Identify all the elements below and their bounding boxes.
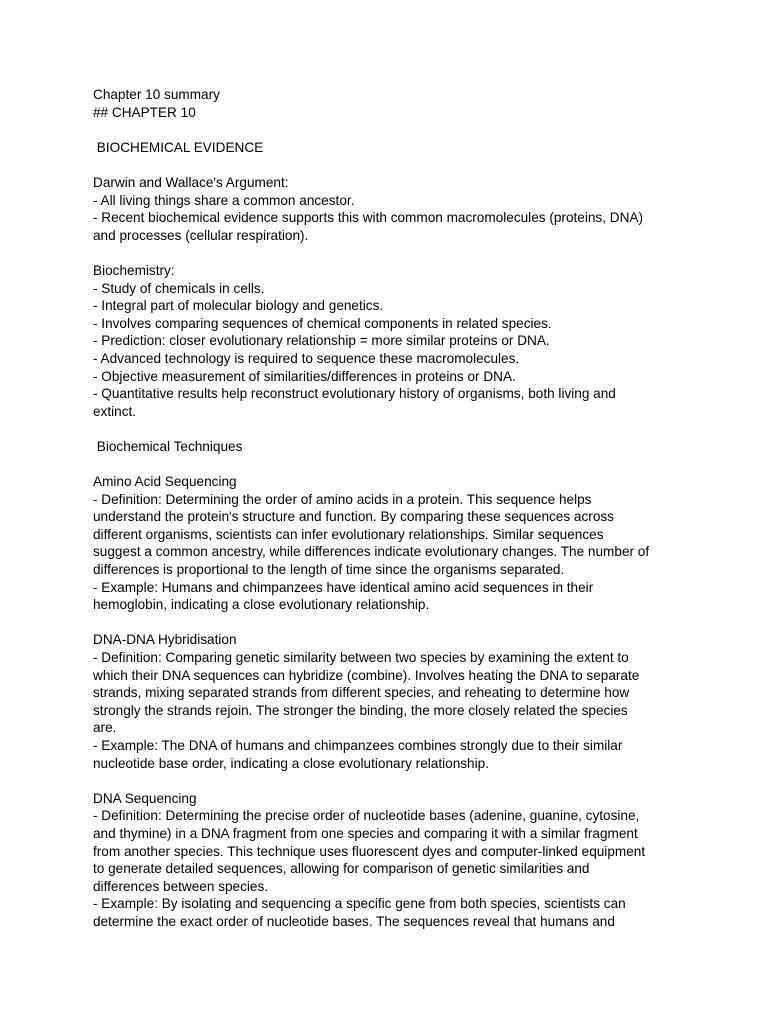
text-line: and processes (cellular respiration). xyxy=(93,227,309,243)
text-line: from another species. This technique uses fluorescent dyes and computer-linked equipment xyxy=(93,843,646,859)
text-line: - Recent biochemical evidence supports this with common macromolecules (proteins, DNA) xyxy=(93,210,644,226)
text-line: to generate detailed sequences, allowing for comparison of genetic similarities and xyxy=(93,861,590,877)
blank-line xyxy=(93,420,693,438)
text-line: - Advanced technology is required to sequence these macromolecules. xyxy=(93,350,520,366)
text-line: nucleotide base order, indicating a close evolutionary relationship. xyxy=(93,755,489,771)
text-line: - Quantitative results help reconstruct evolutionary history of organisms, both living and xyxy=(93,386,616,402)
text-line: understand the protein's structure and function. By comparing these sequences across xyxy=(93,509,614,525)
text-line: determine the exact order of nucleotide bases. The sequences reveal that humans and xyxy=(93,913,615,929)
text-line: hemoglobin, indicating a close evolutionary relationship. xyxy=(93,597,430,613)
document-body xyxy=(93,86,693,931)
text-line: - Definition: Determining the precise order of nucleotide bases (adenine, guanine, cytosine, xyxy=(93,808,640,824)
text-line: differences is proportional to the length of time since the organisms separated. xyxy=(93,562,565,578)
text-line: - Example: Humans and chimpanzees have identical amino acid sequences in their xyxy=(93,579,594,595)
text-line: DNA-DNA Hybridisation xyxy=(93,632,237,648)
text-line: extinct. xyxy=(93,403,137,419)
text-line: - All living things share a common ancestor. xyxy=(93,192,355,208)
text-line: - Example: The DNA of humans and chimpanzees combines strongly due to their similar xyxy=(93,737,623,753)
blank-line xyxy=(93,772,693,790)
blank-line xyxy=(93,455,693,473)
text-line: differences between species. xyxy=(93,878,269,894)
text-line: Darwin and Wallace's Argument: xyxy=(93,174,289,190)
text-line: - Involves comparing sequences of chemical components in related species. xyxy=(93,315,552,331)
text-line: strongly the strands rejoin. The stronger the binding, the more closely related the species xyxy=(93,702,628,718)
blank-line xyxy=(93,156,693,174)
text-line: suggest a common ancestry, while differences indicate evolutionary changes. The number of xyxy=(93,544,650,560)
blank-line xyxy=(93,614,693,632)
text-line: Biochemical Techniques xyxy=(93,438,243,454)
text-line: - Prediction: closer evolutionary relationship = more similar proteins or DNA. xyxy=(93,333,550,349)
text-line: - Definition: Comparing genetic similarity between two species by examining the extent to xyxy=(93,650,629,665)
text-line: - Objective measurement of similarities/differences in proteins or DNA. xyxy=(93,368,516,384)
text-line: - Study of chemicals in cells. xyxy=(93,280,265,296)
text-line: which their DNA sequences can hybridize (combine). Involves heating the DNA to separate xyxy=(93,667,640,683)
text-line: are. xyxy=(93,720,117,736)
blank-line xyxy=(93,244,693,262)
text-line: and thymine) in a DNA fragment from one species and comparing it with a similar fragment xyxy=(93,825,638,841)
text-line: BIOCHEMICAL EVIDENCE xyxy=(93,139,264,155)
text-line: DNA Sequencing xyxy=(93,790,197,806)
text-line: different organisms, scientists can infer evolutionary relationships. Similar sequences xyxy=(93,526,604,542)
text-line: ## CHAPTER 10 xyxy=(93,104,196,120)
text-line: Amino Acid Sequencing xyxy=(93,474,237,490)
text-line: - Example: By isolating and sequencing a specific gene from both species, scientists can xyxy=(93,896,626,912)
blank-line xyxy=(93,121,693,139)
text-line: Biochemistry: xyxy=(93,262,175,278)
text-line: Chapter 10 summary xyxy=(93,87,220,102)
text-line: - Definition: Determining the order of amino acids in a protein. This sequence helps xyxy=(93,491,592,507)
text-line: - Integral part of molecular biology and genetics. xyxy=(93,298,384,314)
text-line: strands, mixing separated strands from different species, and reheating to determine how xyxy=(93,685,630,701)
